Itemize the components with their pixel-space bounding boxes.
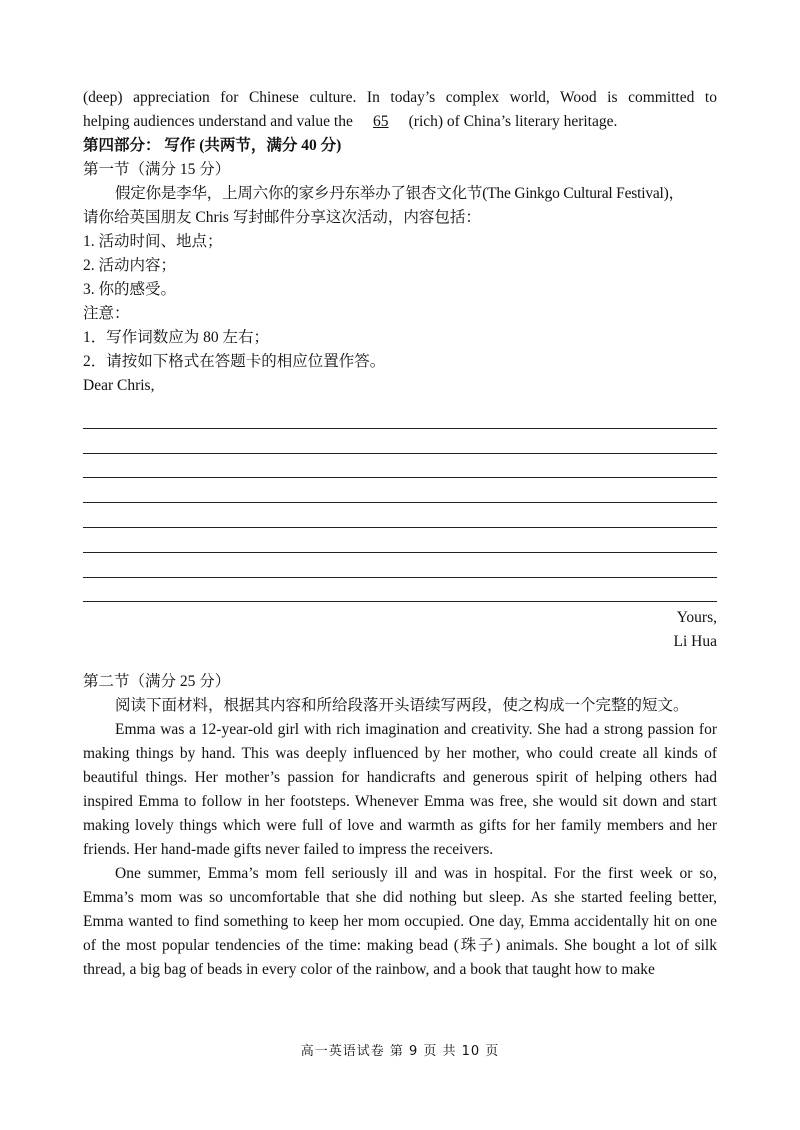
section2-heading: 第二节（满分 25 分） (83, 673, 231, 691)
section1-item: 1. 活动时间、地点； (83, 233, 223, 250)
section1-item: 2. 活动内容； (83, 257, 177, 274)
top-paragraph-line-1: (deep) appreciation for Chinese culture. In today’s complex world, Wood is committed to (83, 89, 717, 106)
notes-label: 注意： (83, 305, 130, 322)
section1-heading: 第一节（满分 15 分） (83, 161, 231, 178)
writing-line (83, 429, 717, 454)
part4-heading: 第四部分： 写作 (共两节，满分 40 分) (83, 137, 342, 154)
closing: Yours, (676, 609, 717, 627)
top-paragraph-line-2 (83, 110, 717, 134)
writing-line (83, 578, 717, 603)
page-footer: 高一英语试卷 第 9 页 共 10 页 (300, 1044, 500, 1059)
story-paragraph-2: One summer, Emma’s mom fell seriously ill and was in hospital. For the first week or so, Emma’s mom was so uncomfortable that she did nothing but sleep. As she started feeling better, Emma wanted to find something to keep her mom occupied. One day, Emma accidentally hit on one of the most popular tendencies of the time: making bead (珠子) animals. She bought a lot of silk thread, a big bag of beads in every color of the rainbow, and a book that taught how to make (83, 865, 717, 979)
section1-prompt-line-1: 假定你是李华，上周六你的家乡丹东举办了银杏文化节(The Ginkgo Cultural Festival)， (115, 185, 684, 202)
writing-line (83, 553, 717, 578)
exam-page (83, 86, 717, 982)
line2-before: helping audiences understand and value the (83, 113, 353, 130)
writing-line (83, 478, 717, 503)
salutation: Dear Chris, (83, 377, 155, 394)
section2-instruction: 阅读下面材料，根据其内容和所给段落开头语续写两段，使之构成一个完整的短文。 (115, 697, 689, 715)
story-paragraph-1: Emma was a 12-year-old girl with rich imagination and creativity. She had a strong passion for making things by hand. This was deeply influenced by her mother, who could create all kinds of beautiful things. Her mother’s passion for handicrafts and generous spirit of helping others had inspired Emma to follow in her footsteps. Whenever Emma was free, she would sit down and start making lovely things which were full of love and warmth as gifts for her family members and her friends. Her hand-made gifts never failed to impress the receivers. (83, 721, 717, 859)
writing-line (83, 454, 717, 479)
section1-item: 3. 你的感受。 (83, 281, 177, 298)
line2-after: (rich) of China’s literary heritage. (408, 113, 618, 130)
writing-line (83, 404, 717, 429)
signature: Li Hua (673, 633, 717, 651)
writing-line (83, 503, 717, 528)
note-item: 1．写作词数应为 80 左右； (83, 329, 270, 346)
writing-lines (83, 404, 717, 602)
section1-prompt-line-2: 请你给英国朋友 Chris 写封邮件分享这次活动，内容包括： (83, 209, 481, 226)
writing-line (83, 528, 717, 553)
note-item: 2．请按如下格式在答题卡的相应位置作答。 (83, 353, 386, 370)
answer-blank-65: 65 (373, 113, 389, 130)
